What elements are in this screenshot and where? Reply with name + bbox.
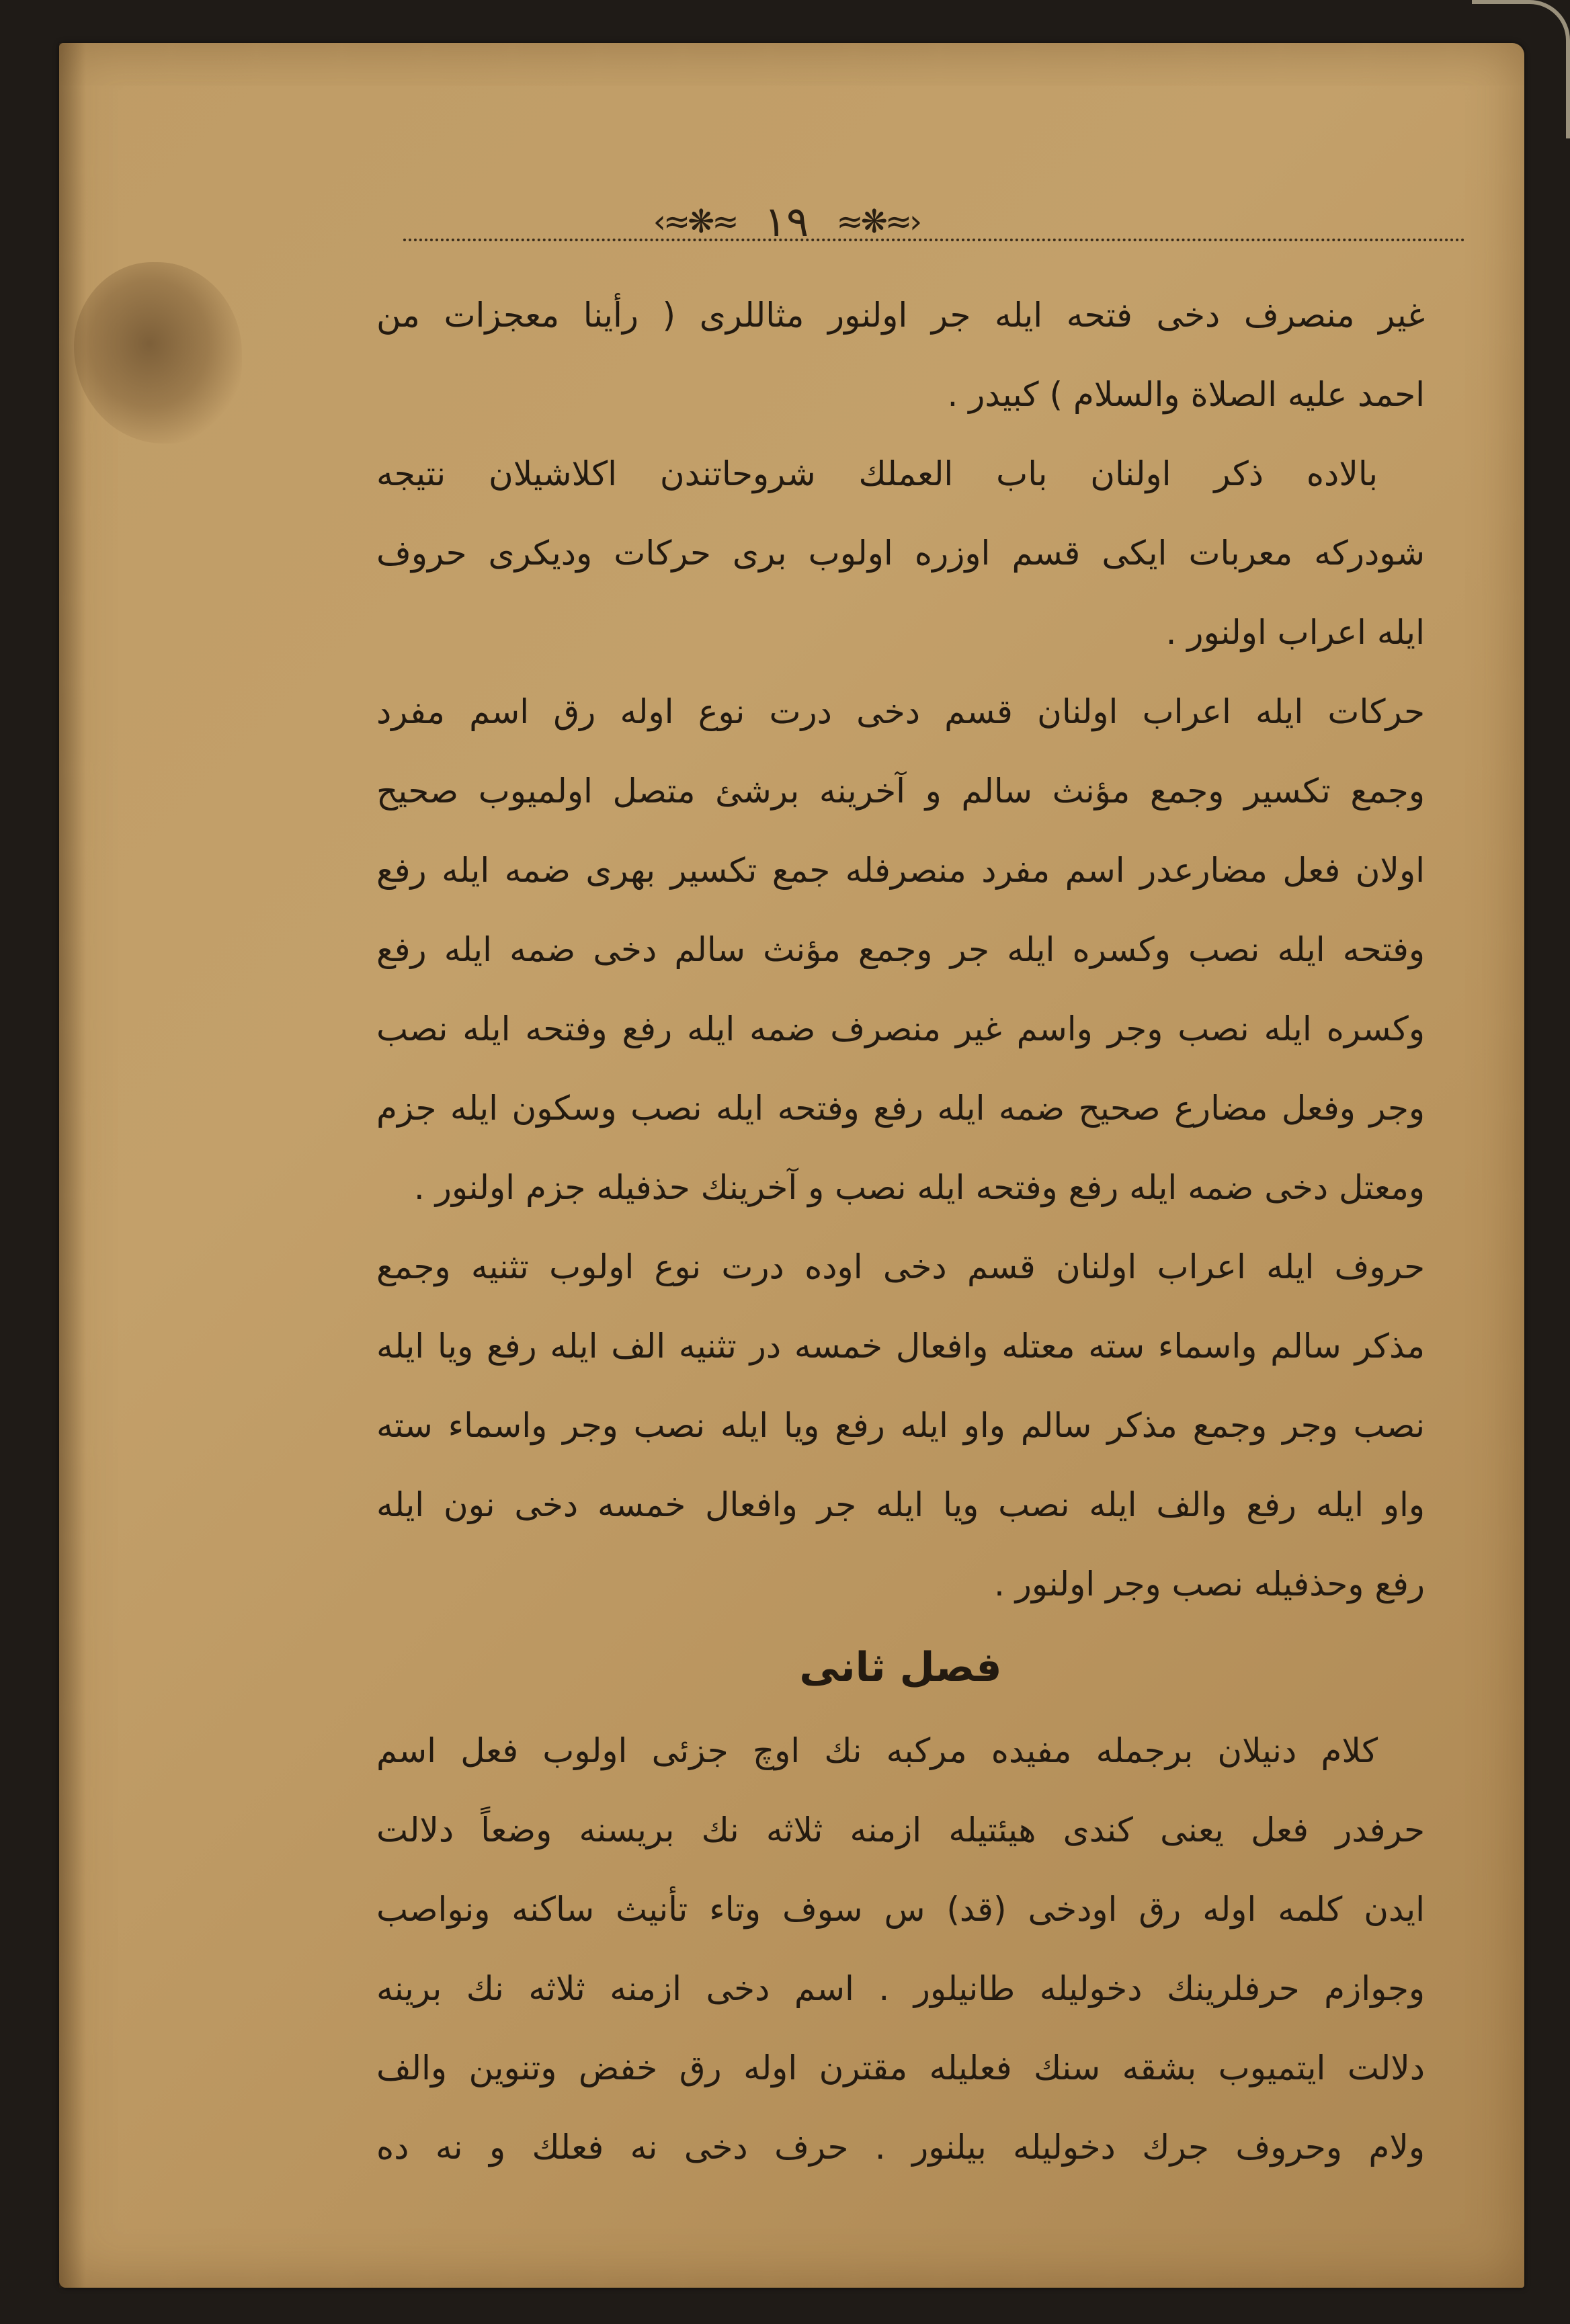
- text-line: شودرکه معربات ایکی قسم اوزره اولوب بری حرکات ودیکری حروف: [376, 534, 1425, 573]
- page-text: [376, 276, 1425, 2167]
- text-line: حرفدر فعل یعنی کندی هیئتیله ازمنه ثلاثه نك بریسنه وضعاً دلالت: [376, 1811, 1425, 1850]
- text-line: وکسره ایله نصب وجر واسم غیر منصرف ضمه ایله رفع وفتحه ایله نصب: [376, 1009, 1425, 1048]
- text-line: مذکر سالم واسماء سته معتله وافعال خمسه در تثنیه الف ایله رفع ویا ایله: [376, 1327, 1425, 1366]
- ornament-right-icon: ≈❋≈›: [836, 203, 920, 241]
- text-line: ولام وحروف جرك دخولیله بیلنور . حرف دخی نه فعلك و نه ده: [376, 2128, 1425, 2167]
- text-line: ایدن کلمه اوله رق اودخی (قد) س سوف وتاء تأنیث ساکنه ونواصب: [376, 1890, 1425, 1929]
- text-line: ومعتل دخی ضمه ایله رفع وفتحه ایله نصب و آخرینك حذفیله جزم اولنور .: [413, 1168, 1425, 1207]
- text-line: نصب وجر وجمع مذکر سالم واو ایله رفع ویا ایله نصب وجر واسماء سته: [376, 1406, 1425, 1445]
- text-line: احمد علیه الصلاة والسلام ) کبیدر .: [947, 375, 1425, 414]
- ornament-left-icon: ‹≈❋≈: [653, 203, 737, 241]
- text-line: رفع وحذفیله نصب وجر اولنور .: [993, 1565, 1425, 1604]
- text-line: وجر وفعل مضارع صحیح ضمه ایله رفع وفتحه ایله نصب وسکون ایله جزم: [376, 1089, 1425, 1128]
- text-line: وجوازم حرفلرینك دخولیله طانیلور . اسم دخی ازمنه ثلاثه نك برینه: [376, 1969, 1425, 2008]
- text-line: دلالت ایتمیوب بشقه سنك فعلیله مقترن اوله رق خفض وتنوین والف: [376, 2048, 1425, 2087]
- text-line: بالاده ذکر اولنان باب العملك شروحاتندن اکلاشیلان نتیجه: [376, 454, 1378, 493]
- section-heading: فصل ثانی: [799, 1644, 1002, 1691]
- text-line: حروف ایله اعراب اولنان قسم دخی اوده درت نوع اولوب تثنیه وجمع: [376, 1247, 1425, 1286]
- text-line: واو ایله رفع والف ایله نصب ویا ایله جر وافعال خمسه دخی نون ایله: [376, 1485, 1425, 1524]
- header-dotted-rule: [403, 239, 1465, 241]
- text-line: حرکات ایله اعراب اولنان قسم دخی درت نوع اوله رق اسم مفرد: [376, 692, 1425, 731]
- text-line: وفتحه ایله نصب وکسره ایله جر وجمع مؤنث سالم دخی ضمه ایله رفع: [376, 930, 1425, 969]
- text-line: وجمع تکسیر وجمع مؤنث سالم و آخرینه برشئ متصل اولمیوب صحیح: [376, 772, 1425, 811]
- page-number: ١٩: [763, 197, 809, 246]
- text-line: غیر منصرف دخی فتحه ایله جر اولنور مثاللری ( رأینا معجزات من: [376, 296, 1425, 335]
- text-line: اولان فعل مضارعدر اسم مفرد منصرفله جمع تکسیر بهری ضمه ایله رفع: [376, 851, 1425, 890]
- binding-thread: [1472, 0, 1570, 138]
- text-line: کلام دنیلان برجمله مفیده مرکبه نك اوچ جزئی اولوب فعل اسم: [376, 1731, 1378, 1770]
- page-header: [403, 188, 1169, 255]
- text-line: ایله اعراب اولنور .: [1165, 613, 1425, 652]
